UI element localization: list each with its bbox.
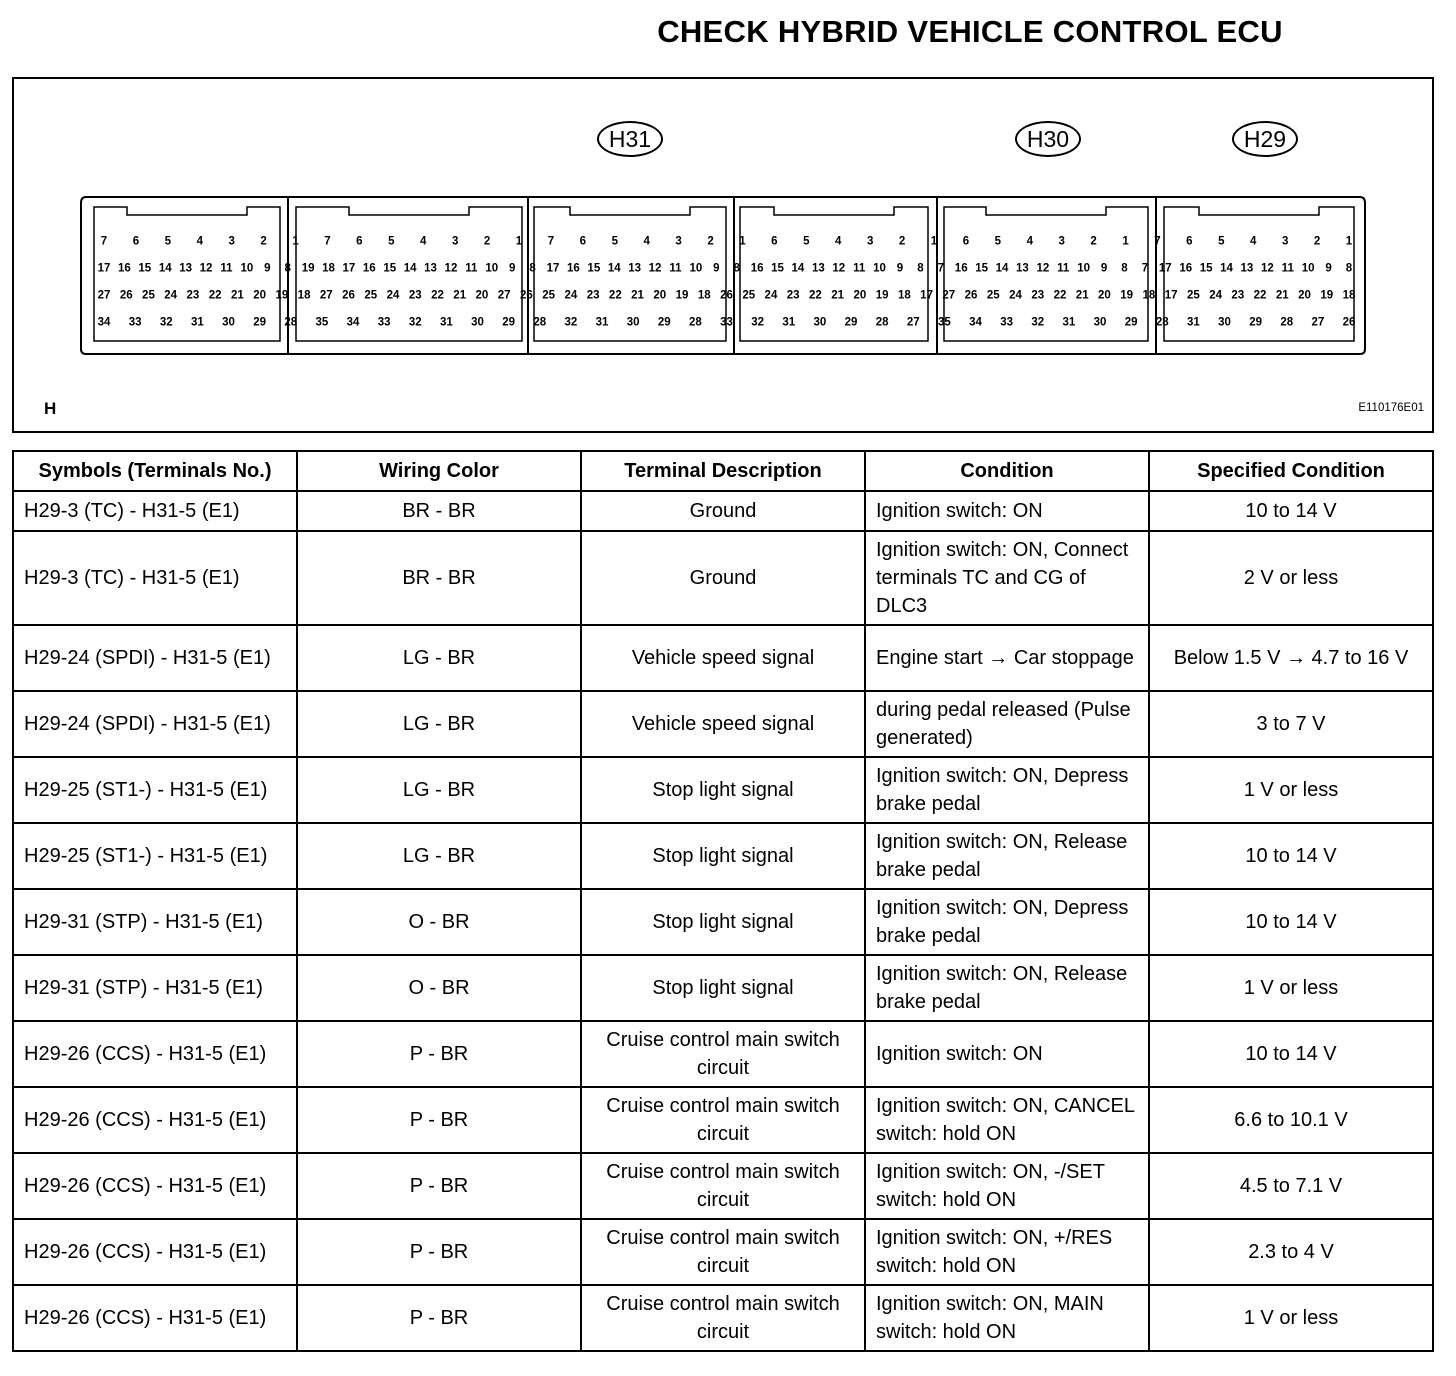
pin-number: 7 bbox=[937, 262, 944, 275]
pin-number: 32 bbox=[408, 316, 422, 329]
description-cell: Ground bbox=[581, 531, 865, 625]
pin-number: 12 bbox=[648, 262, 662, 275]
pin-number: 21 bbox=[831, 289, 845, 302]
description-cell: Ground bbox=[581, 491, 865, 531]
wiring-color-cell: LG - BR bbox=[297, 625, 581, 691]
symbol-cell: H29-24 (SPDI) - H31-5 (E1) bbox=[13, 691, 297, 757]
pin-number: 26 bbox=[119, 289, 133, 302]
pin-number: 6 bbox=[579, 235, 587, 248]
pin-number: 21 bbox=[1275, 289, 1289, 302]
pin-number: 9 bbox=[713, 262, 720, 275]
pin-number: 8 bbox=[529, 262, 536, 275]
condition-cell: Ignition switch: ON, Release brake pedal bbox=[865, 823, 1149, 889]
pin-number: 30 bbox=[813, 316, 827, 329]
pin-number: 1 bbox=[515, 235, 523, 248]
pin-number: 13 bbox=[1016, 262, 1029, 275]
specified-condition-cell: 10 to 14 V bbox=[1149, 889, 1433, 955]
pin-number: 25 bbox=[1186, 289, 1200, 302]
pin-number: 16 bbox=[118, 262, 131, 275]
specified-condition-cell: 10 to 14 V bbox=[1149, 491, 1433, 531]
figure-letter: H bbox=[44, 399, 57, 418]
pin-number: 18 bbox=[697, 289, 711, 302]
pin-number: 22 bbox=[608, 289, 622, 302]
pin-number: 17 bbox=[920, 289, 933, 302]
pin-number: 31 bbox=[439, 316, 453, 329]
pin-number: 6 bbox=[962, 235, 970, 248]
pin-number: 25 bbox=[986, 289, 1000, 302]
pin-number: 20 bbox=[653, 289, 667, 302]
pin-number: 15 bbox=[975, 262, 989, 275]
pin-number: 12 bbox=[444, 262, 458, 275]
pin-number: 19 bbox=[301, 262, 315, 275]
header-specified-condition: Specified Condition bbox=[1149, 451, 1433, 491]
pin-number: 21 bbox=[631, 289, 644, 302]
pin-number: 25 bbox=[364, 289, 378, 302]
pin-number: 3 bbox=[228, 235, 235, 248]
condition-cell: Ignition switch: ON bbox=[865, 1021, 1149, 1087]
pin-number: 27 bbox=[1311, 316, 1325, 329]
pin-number: 11 bbox=[1057, 262, 1070, 275]
pin-number: 18 bbox=[1142, 289, 1156, 302]
pin-number: 27 bbox=[906, 316, 920, 329]
pin-number: 14 bbox=[995, 262, 1009, 275]
specified-condition-cell: 1 V or less bbox=[1149, 955, 1433, 1021]
pin-number: 20 bbox=[1098, 289, 1111, 302]
pin-number: 28 bbox=[533, 316, 547, 329]
symbol-cell: H29-26 (CCS) - H31-5 (E1) bbox=[13, 1021, 297, 1087]
pin-number: 9 bbox=[264, 262, 271, 275]
pin-number: 12 bbox=[199, 262, 213, 275]
pin-number: 29 bbox=[657, 316, 671, 329]
wiring-color-cell: LG - BR bbox=[297, 823, 581, 889]
header-wiring-color: Wiring Color bbox=[297, 451, 581, 491]
pin-number: 29 bbox=[844, 316, 858, 329]
pin-number: 7 bbox=[1154, 235, 1161, 248]
description-cell: Cruise control main switch circuit bbox=[581, 1087, 865, 1153]
specified-condition-cell: 6.6 to 10.1 V bbox=[1149, 1087, 1433, 1153]
pin-number: 1 bbox=[1345, 235, 1353, 248]
pin-number: 15 bbox=[587, 262, 601, 275]
pin-number: 7 bbox=[100, 235, 108, 248]
pin-number: 19 bbox=[675, 289, 689, 302]
pin-number: 2 bbox=[260, 235, 267, 248]
condition-cell: Ignition switch: ON, Depress brake pedal bbox=[865, 889, 1149, 955]
pin-number: 1 bbox=[1122, 235, 1129, 248]
pin-number: 7 bbox=[324, 235, 331, 248]
condition-cell: Ignition switch: ON, -/SET switch: hold ON bbox=[865, 1153, 1149, 1219]
pin-number: 5 bbox=[994, 235, 1002, 248]
pin-number: 1 bbox=[739, 235, 746, 248]
pin-number: 31 bbox=[1186, 316, 1200, 329]
pin-number: 19 bbox=[1320, 289, 1334, 302]
pin-number: 13 bbox=[1240, 262, 1254, 275]
pin-number: 1 bbox=[930, 235, 938, 248]
pin-number: 16 bbox=[1179, 262, 1193, 275]
pin-number: 21 bbox=[230, 289, 244, 302]
pin-number: 2 bbox=[898, 235, 906, 248]
table-row bbox=[13, 1087, 1433, 1153]
pin-number: 8 bbox=[733, 262, 740, 275]
pin-number: 20 bbox=[475, 289, 489, 302]
symbol-cell: H29-31 (STP) - H31-5 (E1) bbox=[13, 955, 297, 1021]
pin-number: 4 bbox=[196, 235, 203, 248]
table-row bbox=[13, 823, 1433, 889]
pin-number: 6 bbox=[771, 235, 778, 248]
pin-number: 23 bbox=[1231, 289, 1245, 302]
table-row bbox=[13, 955, 1433, 1021]
pin-number: 20 bbox=[853, 289, 867, 302]
pin-number: 14 bbox=[607, 262, 621, 275]
description-cell: Cruise control main switch circuit bbox=[581, 1219, 865, 1285]
pin-number: 34 bbox=[969, 316, 982, 329]
pin-number: 34 bbox=[97, 316, 111, 329]
description-cell: Vehicle speed signal bbox=[581, 691, 865, 757]
specified-condition-cell: 2 V or less bbox=[1149, 531, 1433, 625]
pin-number: 8 bbox=[284, 262, 291, 275]
pin-number: 14 bbox=[1220, 262, 1233, 275]
pin-number: 7 bbox=[547, 235, 555, 248]
pin-number: 32 bbox=[1031, 316, 1045, 329]
connector-label-h30: H30 bbox=[1015, 121, 1081, 157]
pin-number: 17 bbox=[1158, 262, 1172, 275]
pin-number: 26 bbox=[720, 289, 733, 302]
condition-cell: Ignition switch: ON, +/RES switch: hold ON bbox=[865, 1219, 1149, 1285]
pin-number: 17 bbox=[97, 262, 111, 275]
pin-number: 15 bbox=[771, 262, 784, 275]
table-row bbox=[13, 757, 1433, 823]
pin-number: 5 bbox=[1218, 235, 1225, 248]
symbol-cell: H29-3 (TC) - H31-5 (E1) bbox=[13, 491, 297, 531]
pin-number: 6 bbox=[1186, 235, 1193, 248]
pin-number: 31 bbox=[782, 316, 796, 329]
pin-number: 3 bbox=[1058, 235, 1065, 248]
wiring-color-cell: LG - BR bbox=[297, 691, 581, 757]
connector-label-h31: H31 bbox=[597, 121, 663, 157]
condition-cell: Ignition switch: ON, Release brake pedal bbox=[865, 955, 1149, 1021]
wiring-color-cell: P - BR bbox=[297, 1219, 581, 1285]
pin-number: 33 bbox=[377, 316, 391, 329]
condition-cell: during pedal released (Pulse generated) bbox=[865, 691, 1149, 757]
pin-number: 9 bbox=[1100, 262, 1108, 275]
pin-number: 30 bbox=[222, 316, 235, 329]
specified-condition-cell: Below 1.5 V → 4.7 to 16 V bbox=[1149, 625, 1433, 691]
figure-code: E110176E01 bbox=[1358, 402, 1424, 414]
description-cell: Stop light signal bbox=[581, 757, 865, 823]
pin-number: 19 bbox=[275, 289, 289, 302]
pin-number: 30 bbox=[1093, 316, 1107, 329]
pin-number: 22 bbox=[1253, 289, 1267, 302]
pin-number: 17 bbox=[1164, 289, 1178, 302]
condition-cell: Ignition switch: ON, Connect terminals TC and CG of DLC3 bbox=[865, 531, 1149, 625]
pin-number: 28 bbox=[1280, 316, 1294, 329]
specified-condition-cell: 10 to 14 V bbox=[1149, 823, 1433, 889]
pin-number: 10 bbox=[485, 262, 499, 275]
condition-cell: Ignition switch: ON, CANCEL switch: hold ON bbox=[865, 1087, 1149, 1153]
pin-number: 35 bbox=[937, 316, 951, 329]
pin-number: 23 bbox=[186, 289, 200, 302]
terminal-spec-table bbox=[12, 450, 1434, 1352]
pin-number: 31 bbox=[1062, 316, 1076, 329]
pin-number: 33 bbox=[720, 316, 733, 329]
wiring-color-cell: BR - BR bbox=[297, 491, 581, 531]
description-cell: Cruise control main switch circuit bbox=[581, 1021, 865, 1087]
pin-number: 26 bbox=[342, 289, 355, 302]
pin-number: 8 bbox=[1121, 262, 1128, 275]
pin-number: 24 bbox=[1009, 289, 1022, 302]
pin-number: 25 bbox=[542, 289, 556, 302]
pin-number: 12 bbox=[832, 262, 846, 275]
table-header-row bbox=[13, 451, 1433, 491]
symbol-cell: H29-26 (CCS) - H31-5 (E1) bbox=[13, 1087, 297, 1153]
pin-number: 10 bbox=[1077, 262, 1091, 275]
specified-condition-cell: 4.5 to 7.1 V bbox=[1149, 1153, 1433, 1219]
pin-number: 24 bbox=[164, 289, 178, 302]
pin-number: 30 bbox=[471, 316, 484, 329]
pin-number: 16 bbox=[362, 262, 376, 275]
description-cell: Vehicle speed signal bbox=[581, 625, 865, 691]
pin-number: 13 bbox=[179, 262, 193, 275]
pin-number: 21 bbox=[453, 289, 467, 302]
pin-number: 10 bbox=[240, 262, 254, 275]
pin-number: 15 bbox=[1199, 262, 1213, 275]
wiring-color-cell: LG - BR bbox=[297, 757, 581, 823]
pin-number: 29 bbox=[1249, 316, 1263, 329]
pin-number: 5 bbox=[611, 235, 618, 248]
pin-number: 8 bbox=[917, 262, 924, 275]
pin-number: 30 bbox=[1218, 316, 1231, 329]
pin-number: 9 bbox=[1325, 262, 1332, 275]
wiring-color-cell: P - BR bbox=[297, 1021, 581, 1087]
pin-number: 28 bbox=[1155, 316, 1169, 329]
pin-number: 13 bbox=[628, 262, 642, 275]
wiring-color-cell: P - BR bbox=[297, 1153, 581, 1219]
pin-number: 31 bbox=[595, 316, 609, 329]
pin-number: 23 bbox=[786, 289, 800, 302]
pin-number: 18 bbox=[297, 289, 311, 302]
pin-number: 16 bbox=[750, 262, 764, 275]
pin-number: 1 bbox=[292, 235, 299, 248]
pin-number: 4 bbox=[420, 235, 427, 248]
pin-number: 26 bbox=[964, 289, 978, 302]
pin-number: 25 bbox=[742, 289, 756, 302]
pin-number: 32 bbox=[159, 316, 173, 329]
pin-number: 22 bbox=[809, 289, 822, 302]
pin-number: 29 bbox=[1124, 316, 1138, 329]
pin-number: 32 bbox=[564, 316, 578, 329]
pin-number: 10 bbox=[1301, 262, 1315, 275]
symbol-cell: H29-25 (ST1-) - H31-5 (E1) bbox=[13, 757, 297, 823]
header-terminal-description: Terminal Description bbox=[581, 451, 865, 491]
symbol-cell: H29-31 (STP) - H31-5 (E1) bbox=[13, 889, 297, 955]
pin-number: 15 bbox=[383, 262, 397, 275]
pin-number: 6 bbox=[132, 235, 140, 248]
pin-number: 16 bbox=[954, 262, 968, 275]
pin-number: 32 bbox=[751, 316, 765, 329]
connector-figure bbox=[12, 77, 1434, 433]
pin-number: 24 bbox=[1209, 289, 1222, 302]
table-row bbox=[13, 625, 1433, 691]
pin-number: 22 bbox=[208, 289, 222, 302]
pin-number: 5 bbox=[803, 235, 810, 248]
pin-number: 12 bbox=[1260, 262, 1274, 275]
pin-number: 11 bbox=[669, 262, 682, 275]
table-row bbox=[13, 1153, 1433, 1219]
pin-number: 14 bbox=[158, 262, 172, 275]
specified-condition-cell: 1 V or less bbox=[1149, 757, 1433, 823]
pin-number: 35 bbox=[315, 316, 329, 329]
pin-number: 21 bbox=[1075, 289, 1089, 302]
symbol-cell: H29-26 (CCS) - H31-5 (E1) bbox=[13, 1153, 297, 1219]
pin-number: 4 bbox=[835, 235, 842, 248]
pin-number: 22 bbox=[1053, 289, 1067, 302]
pin-number: 28 bbox=[688, 316, 702, 329]
pin-number: 3 bbox=[451, 235, 459, 248]
pin-number: 6 bbox=[356, 235, 363, 248]
pin-number: 27 bbox=[497, 289, 511, 302]
pin-number: 15 bbox=[138, 262, 152, 275]
pin-number: 3 bbox=[1281, 235, 1289, 248]
specified-condition-cell: 10 to 14 V bbox=[1149, 1021, 1433, 1087]
wiring-color-cell: P - BR bbox=[297, 1087, 581, 1153]
pin-number: 10 bbox=[873, 262, 886, 275]
symbol-cell: H29-3 (TC) - H31-5 (E1) bbox=[13, 531, 297, 625]
symbol-cell: H29-25 (ST1-) - H31-5 (E1) bbox=[13, 823, 297, 889]
pin-number: 11 bbox=[465, 262, 478, 275]
symbol-cell: H29-26 (CCS) - H31-5 (E1) bbox=[13, 1219, 297, 1285]
wiring-color-cell: O - BR bbox=[297, 955, 581, 1021]
header-symbols: Symbols (Terminals No.) bbox=[13, 451, 297, 491]
pin-number: 8 bbox=[1345, 262, 1353, 275]
condition-cell: Ignition switch: ON, Depress brake pedal bbox=[865, 757, 1149, 823]
pin-number: 28 bbox=[875, 316, 889, 329]
pin-number: 9 bbox=[508, 262, 516, 275]
pin-number: 27 bbox=[97, 289, 111, 302]
pin-number: 14 bbox=[791, 262, 805, 275]
description-cell: Stop light signal bbox=[581, 889, 865, 955]
pin-number: 27 bbox=[319, 289, 333, 302]
pin-number: 11 bbox=[1281, 262, 1294, 275]
pin-number: 12 bbox=[1036, 262, 1050, 275]
pin-number: 24 bbox=[564, 289, 578, 302]
pin-number: 4 bbox=[643, 235, 650, 248]
pin-number: 18 bbox=[1342, 289, 1356, 302]
table-row bbox=[13, 1021, 1433, 1087]
pin-number: 2 bbox=[483, 235, 491, 248]
description-cell: Cruise control main switch circuit bbox=[581, 1153, 865, 1219]
pin-number: 27 bbox=[942, 289, 956, 302]
pin-number: 11 bbox=[220, 262, 233, 275]
wiring-color-cell: O - BR bbox=[297, 889, 581, 955]
table-row bbox=[13, 889, 1433, 955]
condition-cell: Engine start → Car stoppage bbox=[865, 625, 1149, 691]
pin-number: 26 bbox=[520, 289, 533, 302]
wiring-color-cell: BR - BR bbox=[297, 531, 581, 625]
pin-number: 24 bbox=[386, 289, 400, 302]
condition-cell: Ignition switch: ON bbox=[865, 491, 1149, 531]
pin-number: 7 bbox=[1141, 262, 1149, 275]
description-cell: Stop light signal bbox=[581, 823, 865, 889]
pin-number: 13 bbox=[424, 262, 437, 275]
pin-number: 23 bbox=[408, 289, 422, 302]
pin-number: 14 bbox=[403, 262, 417, 275]
pin-number: 16 bbox=[567, 262, 580, 275]
pin-number: 11 bbox=[853, 262, 866, 275]
pin-number: 3 bbox=[675, 235, 682, 248]
pin-number: 29 bbox=[253, 316, 267, 329]
table-row bbox=[13, 1219, 1433, 1285]
pin-number: 20 bbox=[1298, 289, 1311, 302]
table-row bbox=[13, 691, 1433, 757]
pin-number: 5 bbox=[388, 235, 395, 248]
pin-number: 24 bbox=[764, 289, 778, 302]
pin-number: 17 bbox=[546, 262, 560, 275]
wiring-color-cell: P - BR bbox=[297, 1285, 581, 1351]
pin-number: 2 bbox=[1090, 235, 1097, 248]
pin-number: 18 bbox=[897, 289, 911, 302]
pin-number: 17 bbox=[342, 262, 356, 275]
pin-number: 13 bbox=[811, 262, 825, 275]
description-cell: Stop light signal bbox=[581, 955, 865, 1021]
table-row bbox=[13, 531, 1433, 625]
pin-number: 33 bbox=[1000, 316, 1014, 329]
symbol-cell: H29-26 (CCS) - H31-5 (E1) bbox=[13, 1285, 297, 1351]
table-row bbox=[13, 491, 1433, 531]
pin-number: 2 bbox=[1313, 235, 1321, 248]
pin-number: 2 bbox=[707, 235, 714, 248]
pin-number: 22 bbox=[431, 289, 444, 302]
pin-number: 19 bbox=[1120, 289, 1134, 302]
pin-number: 26 bbox=[1342, 316, 1356, 329]
pin-grid bbox=[14, 79, 1436, 435]
pin-number: 34 bbox=[346, 316, 360, 329]
description-cell: Cruise control main switch circuit bbox=[581, 1285, 865, 1351]
pin-number: 25 bbox=[142, 289, 155, 302]
pin-number: 5 bbox=[164, 235, 172, 248]
pin-number: 4 bbox=[1250, 235, 1257, 248]
pin-number: 30 bbox=[626, 316, 640, 329]
table-row bbox=[13, 1285, 1433, 1351]
pin-number: 9 bbox=[896, 262, 904, 275]
specified-condition-cell: 2.3 to 4 V bbox=[1149, 1219, 1433, 1285]
header-condition: Condition bbox=[865, 451, 1149, 491]
connector-label-h29: H29 bbox=[1232, 121, 1298, 157]
pin-number: 23 bbox=[1031, 289, 1045, 302]
pin-number: 20 bbox=[253, 289, 267, 302]
pin-number: 4 bbox=[1026, 235, 1033, 248]
pin-number: 33 bbox=[128, 316, 142, 329]
page-title: CHECK HYBRID VEHICLE CONTROL ECU bbox=[657, 14, 1283, 49]
pin-number: 10 bbox=[689, 262, 703, 275]
pin-number: 31 bbox=[190, 316, 204, 329]
specified-condition-cell: 3 to 7 V bbox=[1149, 691, 1433, 757]
pin-number: 28 bbox=[284, 316, 298, 329]
specified-condition-cell: 1 V or less bbox=[1149, 1285, 1433, 1351]
symbol-cell: H29-24 (SPDI) - H31-5 (E1) bbox=[13, 625, 297, 691]
condition-cell: Ignition switch: ON, MAIN switch: hold ON bbox=[865, 1285, 1149, 1351]
pin-number: 18 bbox=[322, 262, 335, 275]
pin-number: 29 bbox=[502, 316, 516, 329]
pin-number: 3 bbox=[866, 235, 874, 248]
pin-number: 23 bbox=[586, 289, 600, 302]
pin-number: 19 bbox=[875, 289, 889, 302]
